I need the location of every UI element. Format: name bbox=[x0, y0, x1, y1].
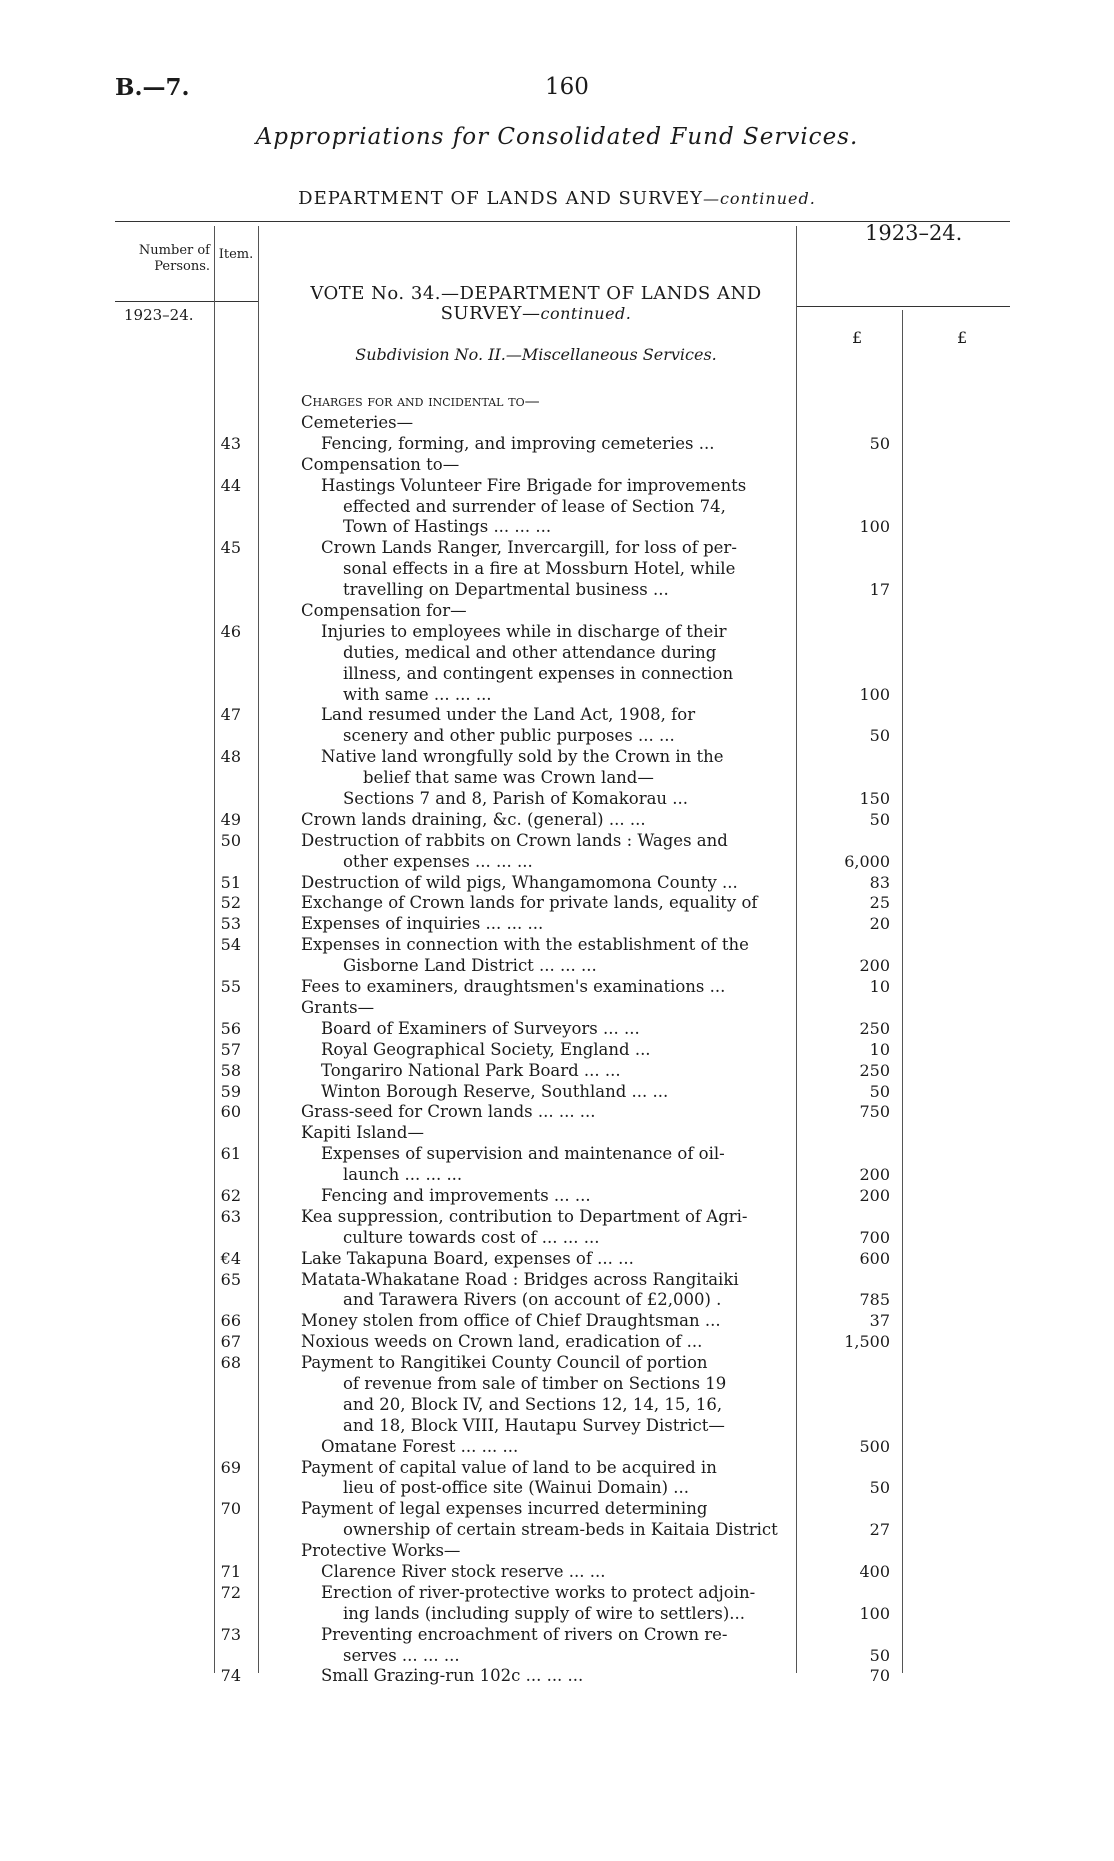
item-amount: 17 bbox=[869, 580, 890, 600]
item-description: Expenses of inquiries ... ... ... bbox=[301, 914, 544, 934]
item-description: effected and surrender of lease of Section 74, bbox=[343, 496, 726, 516]
item-number bbox=[0, 1520, 243, 1541]
table-row bbox=[0, 601, 1114, 622]
item-amount: 25 bbox=[869, 893, 890, 913]
persons-underline bbox=[115, 301, 258, 302]
item-description: travelling on Departmental business ... bbox=[343, 580, 669, 600]
item-description: Kapiti Island— bbox=[301, 1123, 424, 1143]
item-description: Omatane Forest ... ... ... bbox=[321, 1436, 519, 1456]
table-row bbox=[0, 1019, 1114, 1040]
table-row bbox=[0, 580, 1114, 601]
item-number bbox=[0, 413, 243, 434]
item-amount: 200 bbox=[859, 1185, 890, 1205]
table-row bbox=[0, 517, 1114, 538]
item-number bbox=[0, 559, 243, 580]
item-number bbox=[0, 726, 243, 747]
document-code: B.—7. bbox=[115, 74, 190, 101]
vote-line-2-suffix: continued. bbox=[540, 304, 632, 323]
item-number bbox=[0, 580, 243, 601]
table-row bbox=[0, 1478, 1114, 1499]
pound-sign-left: £ bbox=[852, 328, 863, 347]
page-number: 160 bbox=[545, 74, 589, 100]
item-description: Cemeteries— bbox=[301, 413, 414, 432]
table-row bbox=[0, 1249, 1114, 1270]
item-number bbox=[0, 998, 243, 1019]
item-description: ing lands (including supply of wire to settlers)... bbox=[343, 1603, 746, 1623]
persons-column-header: Number of Persons. bbox=[138, 243, 210, 274]
item-description: Money stolen from office of Chief Draughtsman ... bbox=[301, 1311, 721, 1331]
item-description: duties, medical and other attendance during bbox=[343, 642, 717, 662]
subdivision-heading: Subdivision No. II.—Miscellaneous Services. bbox=[355, 345, 717, 364]
item-number: 59 bbox=[220, 1081, 241, 1101]
item-description: Grants— bbox=[301, 997, 375, 1017]
item-amount: 100 bbox=[859, 517, 890, 537]
item-number: 73 bbox=[220, 1624, 241, 1644]
item-description: Payment of legal expenses incurred determining bbox=[301, 1499, 708, 1519]
item-description: Royal Geographical Society, England ... bbox=[321, 1039, 651, 1059]
item-amount: 200 bbox=[859, 1165, 890, 1185]
item-number bbox=[0, 1478, 243, 1499]
item-number bbox=[0, 1395, 243, 1416]
item-number: 53 bbox=[220, 914, 241, 934]
table-row bbox=[0, 1541, 1114, 1562]
item-amount: 50 bbox=[869, 1478, 890, 1498]
item-number: 55 bbox=[220, 977, 241, 997]
item-description: Expenses in connection with the establishment of the bbox=[301, 935, 749, 955]
item-amount: 250 bbox=[859, 1060, 890, 1080]
item-description: Crown lands draining, &c. (general) ... ... bbox=[301, 809, 646, 829]
item-amount: 150 bbox=[859, 789, 890, 809]
table-row bbox=[0, 1353, 1114, 1374]
item-amount: 20 bbox=[869, 914, 890, 934]
amount-year-header: 1923–24. bbox=[865, 221, 963, 245]
table-row bbox=[0, 622, 1114, 643]
table-row bbox=[0, 643, 1114, 664]
item-description: and 20, Block IV, and Sections 12, 14, 15, 16, bbox=[343, 1394, 723, 1414]
table-row bbox=[0, 1040, 1114, 1061]
item-amount: 50 bbox=[869, 726, 890, 746]
item-number: 60 bbox=[220, 1102, 241, 1122]
table-row bbox=[0, 1332, 1114, 1353]
item-description: other expenses ... ... ... bbox=[343, 851, 533, 871]
item-description: Fencing, forming, and improving cemeteries ... bbox=[321, 433, 715, 453]
table-row bbox=[0, 1646, 1114, 1667]
item-description: Exchange of Crown lands for private lands, equality of bbox=[301, 893, 758, 913]
table-row bbox=[0, 1186, 1114, 1207]
table-row bbox=[0, 1228, 1114, 1249]
item-description: ownership of certain stream-beds in Kaitaia District bbox=[343, 1520, 778, 1540]
pound-sign-right: £ bbox=[957, 328, 968, 347]
item-description: Tongariro National Park Board ... ... bbox=[321, 1060, 621, 1080]
item-description: Land resumed under the Land Act, 1908, for bbox=[321, 705, 696, 725]
item-number bbox=[0, 1165, 243, 1186]
item-description: culture towards cost of ... ... ... bbox=[343, 1227, 600, 1247]
item-amount: 785 bbox=[859, 1290, 890, 1310]
item-number bbox=[0, 1123, 243, 1144]
item-amount: 600 bbox=[859, 1248, 890, 1268]
item-number: 62 bbox=[220, 1185, 241, 1205]
item-amount: 50 bbox=[869, 433, 890, 453]
item-description: Compensation to— bbox=[301, 454, 460, 474]
item-description: Winton Borough Reserve, Southland ... ... bbox=[321, 1081, 669, 1101]
table-row bbox=[0, 831, 1114, 852]
item-number bbox=[0, 685, 243, 706]
table-row bbox=[0, 977, 1114, 998]
item-number bbox=[0, 789, 243, 810]
table-row bbox=[0, 1123, 1114, 1144]
table-row bbox=[0, 998, 1114, 1019]
table-row bbox=[0, 705, 1114, 726]
table-row bbox=[0, 1416, 1114, 1437]
item-description: belief that same was Crown land— bbox=[363, 768, 654, 788]
table-row bbox=[0, 1562, 1114, 1583]
charges-heading: Charges for and incidental to— bbox=[301, 392, 540, 410]
item-number bbox=[0, 1541, 243, 1562]
item-description: Expenses of supervision and maintenance of oil- bbox=[321, 1144, 725, 1164]
item-description: Payment of capital value of land to be acquired in bbox=[301, 1457, 717, 1477]
item-number bbox=[0, 664, 243, 685]
department-suffix: —continued. bbox=[702, 189, 816, 208]
table-row bbox=[0, 413, 1114, 434]
item-number: 74 bbox=[220, 1666, 241, 1686]
table-row bbox=[0, 664, 1114, 685]
item-amount: 50 bbox=[869, 809, 890, 829]
item-description: launch ... ... ... bbox=[343, 1165, 463, 1185]
table-row bbox=[0, 956, 1114, 977]
item-number: 50 bbox=[220, 830, 241, 850]
table-row bbox=[0, 768, 1114, 789]
item-description: Destruction of wild pigs, Whangamomona County ... bbox=[301, 872, 738, 892]
item-description: Protective Works— bbox=[301, 1541, 461, 1561]
item-amount: 100 bbox=[859, 684, 890, 704]
vote-line-2 bbox=[276, 304, 796, 324]
table-row bbox=[0, 747, 1114, 768]
item-amount: 10 bbox=[869, 1039, 890, 1059]
table-row bbox=[0, 1499, 1114, 1520]
table-row bbox=[0, 789, 1114, 810]
item-description: Board of Examiners of Surveyors ... ... bbox=[321, 1018, 640, 1038]
item-description: Hastings Volunteer Fire Brigade for improvements bbox=[321, 475, 747, 495]
item-number: 46 bbox=[220, 621, 241, 641]
item-number bbox=[0, 1374, 243, 1395]
item-number bbox=[0, 1604, 243, 1625]
item-number: 51 bbox=[220, 872, 241, 892]
item-number: 63 bbox=[220, 1206, 241, 1226]
item-description: Matata-Whakatane Road : Bridges across Rangitaiki bbox=[301, 1269, 739, 1289]
department-name: DEPARTMENT OF LANDS AND SURVEY bbox=[298, 188, 703, 209]
table-row bbox=[0, 1666, 1114, 1687]
item-number bbox=[0, 1416, 243, 1437]
item-number: 43 bbox=[220, 433, 241, 453]
table-row bbox=[0, 476, 1114, 497]
item-description: Native land wrongfully sold by the Crown in the bbox=[321, 747, 724, 767]
table-row bbox=[0, 810, 1114, 831]
item-description: Erection of river-protective works to protect adjoin- bbox=[321, 1582, 756, 1602]
item-description: Payment to Rangitikei County Council of portion bbox=[301, 1353, 708, 1373]
table-row bbox=[0, 559, 1114, 580]
item-number bbox=[0, 455, 243, 476]
table-row bbox=[0, 1437, 1114, 1458]
item-description: scenery and other public purposes ... ... bbox=[343, 726, 675, 746]
item-description: Crown Lands Ranger, Invercargill, for loss of per- bbox=[321, 538, 737, 558]
item-number bbox=[0, 956, 243, 977]
table-row bbox=[0, 497, 1114, 518]
item-number: 54 bbox=[220, 935, 241, 955]
item-number bbox=[0, 768, 243, 789]
item-amount: 70 bbox=[869, 1666, 890, 1686]
table-row bbox=[0, 1604, 1114, 1625]
table-row bbox=[0, 538, 1114, 559]
item-amount: 750 bbox=[859, 1102, 890, 1122]
item-number bbox=[0, 1646, 243, 1667]
table-row bbox=[0, 726, 1114, 747]
item-description: illness, and contingent expenses in connection bbox=[343, 663, 734, 683]
item-number: 47 bbox=[220, 705, 241, 725]
item-description: Fencing and improvements ... ... bbox=[321, 1185, 591, 1205]
item-column-header: Item. bbox=[218, 247, 254, 262]
item-amount: 500 bbox=[859, 1436, 890, 1456]
item-description: Noxious weeds on Crown land, eradication of ... bbox=[301, 1332, 703, 1352]
item-number bbox=[0, 643, 243, 664]
item-number: 65 bbox=[220, 1269, 241, 1289]
item-number bbox=[0, 601, 243, 622]
vote-line-2-text: SURVEY— bbox=[440, 303, 541, 324]
table-row bbox=[0, 1395, 1114, 1416]
item-number: 66 bbox=[220, 1311, 241, 1331]
item-number bbox=[0, 1290, 243, 1311]
item-amount: 37 bbox=[869, 1311, 890, 1331]
item-description: Destruction of rabbits on Crown lands : Wages and bbox=[301, 830, 728, 850]
table-row bbox=[0, 1144, 1114, 1165]
item-number bbox=[0, 497, 243, 518]
item-amount: 6,000 bbox=[844, 851, 890, 871]
table-row bbox=[0, 1311, 1114, 1332]
item-number: 67 bbox=[220, 1332, 241, 1352]
item-number: 58 bbox=[220, 1060, 241, 1080]
item-description: Kea suppression, contribution to Department of Agri- bbox=[301, 1206, 748, 1226]
item-number bbox=[0, 1228, 243, 1249]
item-description: Town of Hastings ... ... ... bbox=[343, 517, 552, 537]
item-amount: 100 bbox=[859, 1603, 890, 1623]
amount-header-rule bbox=[796, 306, 1010, 307]
item-description: sonal effects in a fire at Mossburn Hotel, while bbox=[343, 559, 736, 579]
table-row bbox=[0, 1102, 1114, 1123]
table-row bbox=[0, 1583, 1114, 1604]
item-amount: 27 bbox=[869, 1520, 890, 1540]
item-amount: 200 bbox=[859, 956, 890, 976]
item-description: Injuries to employees while in discharge of their bbox=[321, 621, 727, 641]
table-row bbox=[0, 893, 1114, 914]
table-row bbox=[0, 1374, 1114, 1395]
item-description: Sections 7 and 8, Parish of Komakorau ... bbox=[343, 789, 689, 809]
table-row bbox=[0, 1625, 1114, 1646]
item-amount: 400 bbox=[859, 1561, 890, 1581]
item-number: 68 bbox=[220, 1353, 241, 1373]
item-description: Preventing encroachment of rivers on Crown re- bbox=[321, 1624, 728, 1644]
item-number bbox=[0, 517, 243, 538]
table-row bbox=[0, 1165, 1114, 1186]
item-number: 71 bbox=[220, 1561, 241, 1581]
item-amount: 50 bbox=[869, 1645, 890, 1665]
item-description: Clarence River stock reserve ... ... bbox=[321, 1561, 606, 1581]
item-number: 56 bbox=[220, 1018, 241, 1038]
item-number: 61 bbox=[220, 1144, 241, 1164]
item-description: Compensation for— bbox=[301, 601, 467, 621]
item-number: 45 bbox=[220, 538, 241, 558]
item-description: and 18, Block VIII, Hautapu Survey District— bbox=[343, 1415, 725, 1435]
table-row bbox=[0, 852, 1114, 873]
item-description: serves ... ... ... bbox=[343, 1645, 460, 1665]
table-row bbox=[0, 434, 1114, 455]
department-heading bbox=[0, 188, 1114, 209]
table-row bbox=[0, 873, 1114, 894]
item-number: 57 bbox=[220, 1039, 241, 1059]
item-amount: 700 bbox=[859, 1227, 890, 1247]
item-description: of revenue from sale of timber on Sections 19 bbox=[343, 1373, 727, 1393]
item-number: 69 bbox=[220, 1457, 241, 1477]
item-description: Fees to examiners, draughtsmen's examinations ... bbox=[301, 977, 726, 997]
item-number: 70 bbox=[220, 1499, 241, 1519]
vote-line-1: VOTE No. 34.—DEPARTMENT OF LANDS AND bbox=[310, 283, 762, 304]
vote-heading bbox=[276, 284, 796, 324]
table-row bbox=[0, 1061, 1114, 1082]
item-number: 48 bbox=[220, 747, 241, 767]
persons-year: 1923–24. bbox=[124, 306, 194, 324]
table-row bbox=[0, 1270, 1114, 1291]
item-number: 72 bbox=[220, 1582, 241, 1602]
table-row bbox=[0, 1207, 1114, 1228]
table-row bbox=[0, 935, 1114, 956]
item-description: Lake Takapuna Board, expenses of ... ... bbox=[301, 1248, 634, 1268]
item-number: €4 bbox=[220, 1248, 241, 1268]
item-description: with same ... ... ... bbox=[343, 684, 492, 704]
table-row bbox=[0, 1082, 1114, 1103]
table-row bbox=[0, 455, 1114, 476]
item-number: 44 bbox=[220, 475, 241, 495]
item-description: Gisborne Land District ... ... ... bbox=[343, 956, 597, 976]
item-description: and Tarawera Rivers (on account of £2,000) . bbox=[343, 1290, 722, 1310]
item-number: 49 bbox=[220, 809, 241, 829]
item-description: Small Grazing-run 102c ... ... ... bbox=[321, 1666, 584, 1686]
page-title: Appropriations for Consolidated Fund Services. bbox=[255, 124, 859, 150]
item-description: lieu of post-office site (Wainui Domain) ... bbox=[343, 1478, 690, 1498]
item-amount: 50 bbox=[869, 1081, 890, 1101]
item-number bbox=[0, 852, 243, 873]
item-number bbox=[0, 1437, 243, 1458]
item-description: Grass-seed for Crown lands ... ... ... bbox=[301, 1102, 596, 1122]
item-number: 52 bbox=[220, 893, 241, 913]
table-row bbox=[0, 1290, 1114, 1311]
item-amount: 250 bbox=[859, 1018, 890, 1038]
appropriation-rows bbox=[0, 413, 1114, 1687]
table-row bbox=[0, 1520, 1114, 1541]
table-row bbox=[0, 1458, 1114, 1479]
item-amount: 1,500 bbox=[844, 1332, 890, 1352]
table-row bbox=[0, 685, 1114, 706]
table-row bbox=[0, 914, 1114, 935]
item-amount: 10 bbox=[869, 977, 890, 997]
item-amount: 83 bbox=[869, 872, 890, 892]
